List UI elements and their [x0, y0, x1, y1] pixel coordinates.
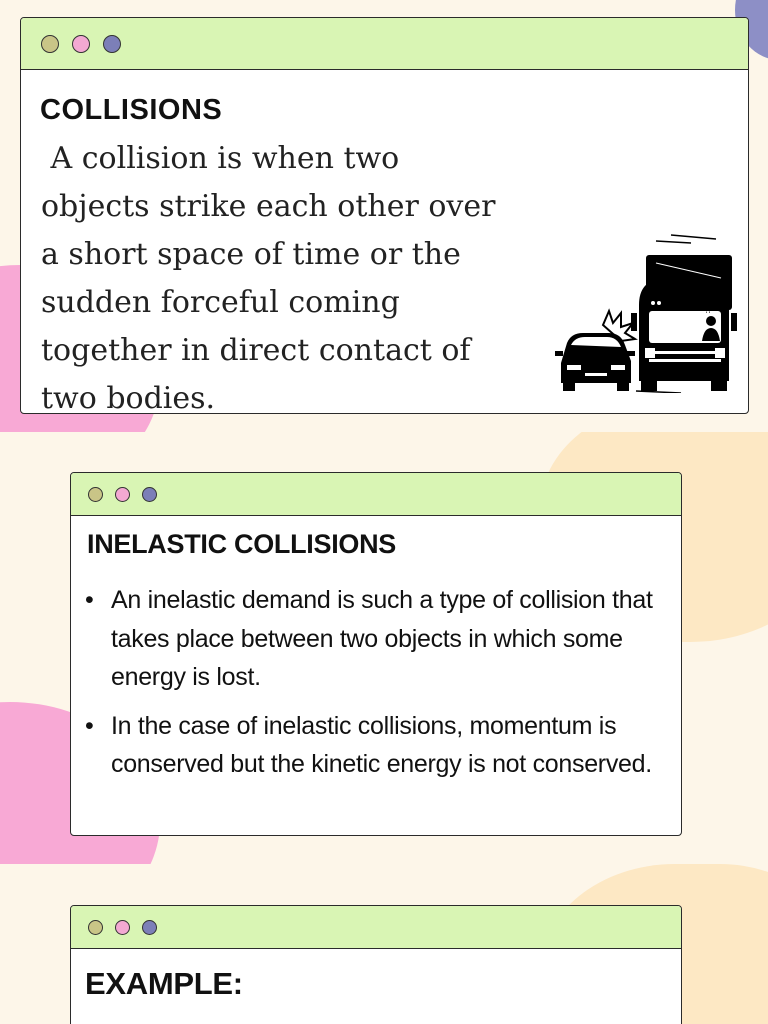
collisions-heading: COLLISIONS	[40, 94, 223, 126]
bullet-text: An inelastic demand is such a type of collision that takes place between two objects in which some energy is lost.	[111, 586, 653, 691]
pink-dot-icon	[115, 487, 130, 502]
bullet-list	[85, 581, 655, 794]
example-heading: EXAMPLE:	[85, 966, 243, 1001]
slide-inelastic-collisions	[0, 432, 768, 864]
purple-dot-icon	[142, 487, 157, 502]
purple-dot-icon	[142, 920, 157, 935]
window-titlebar	[71, 906, 681, 949]
example-card	[70, 905, 682, 1024]
inelastic-collisions-card	[70, 472, 682, 836]
purple-dot-icon	[103, 35, 121, 53]
pink-dot-icon	[115, 920, 130, 935]
car-truck-collision-icon	[541, 233, 741, 393]
inelastic-collisions-heading: INELASTIC COLLISIONS	[87, 529, 397, 559]
list-item	[85, 581, 655, 697]
slide-example	[0, 864, 768, 1024]
window-titlebar	[21, 18, 748, 70]
bullet-icon: •	[85, 711, 94, 740]
olive-dot-icon	[88, 487, 103, 502]
bullet-icon: •	[85, 586, 94, 614]
slide-collisions	[0, 0, 768, 432]
bullet-text: In the case of inelastic collisions, momentum is conserved but the kinetic energy is not conserved.	[111, 711, 652, 778]
svg-text:!?: !?	[705, 307, 712, 315]
olive-dot-icon	[41, 35, 59, 53]
window-titlebar	[71, 473, 681, 516]
olive-dot-icon	[88, 920, 103, 935]
pink-dot-icon	[72, 35, 90, 53]
list-item	[85, 707, 655, 784]
collisions-definition: A collision is when two objects strike each other over a short space of time or the sudden forceful coming together in direct contact of two bodies.	[41, 141, 496, 414]
collisions-card	[20, 17, 749, 414]
